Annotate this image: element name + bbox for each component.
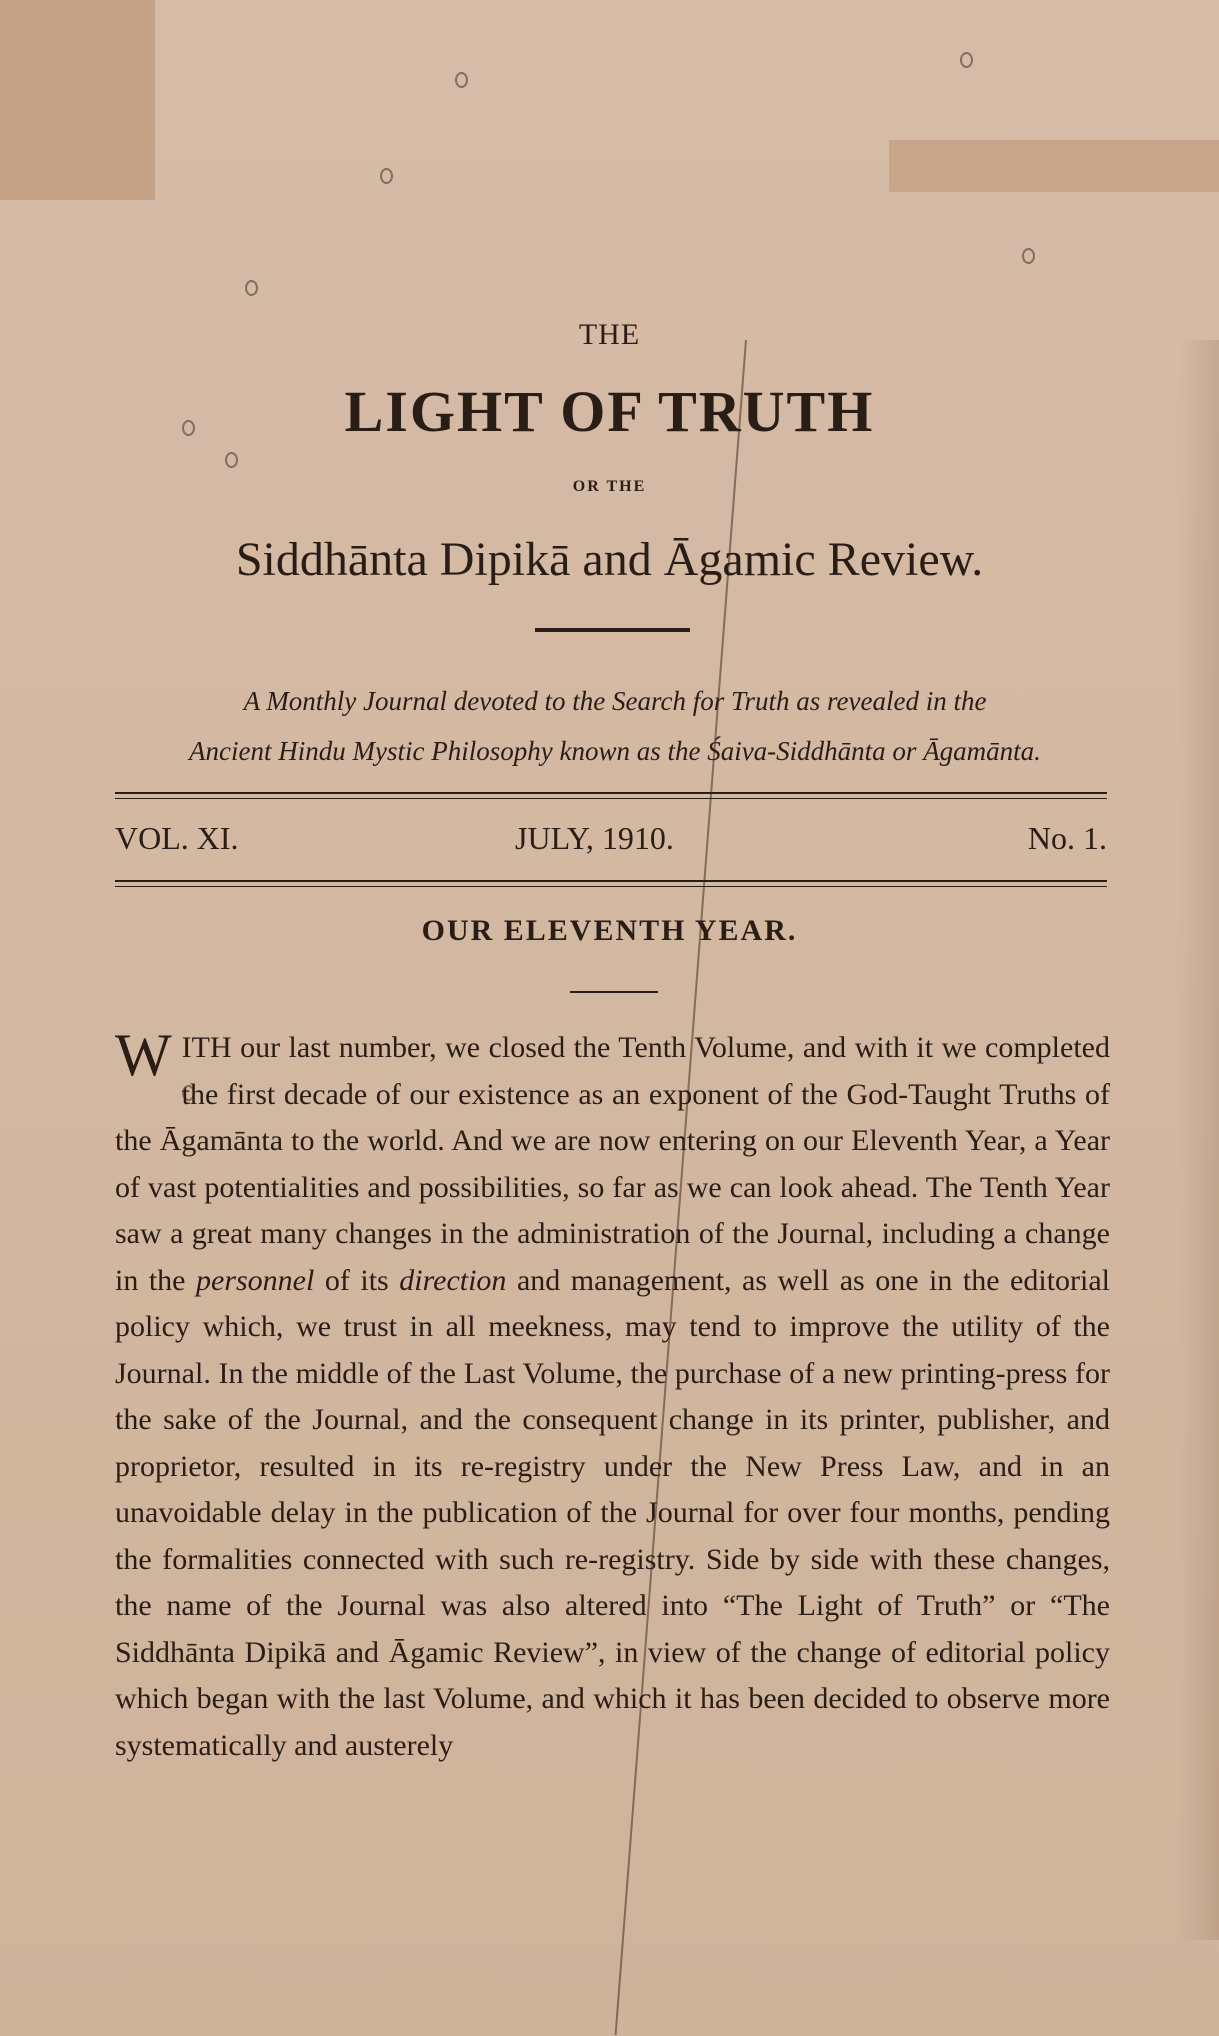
issue-number: No. 1. — [1027, 820, 1107, 856]
paper-stain — [889, 140, 1219, 192]
masthead-the: THE — [578, 318, 641, 351]
paper-stain — [0, 0, 155, 200]
wormhole — [1022, 248, 1035, 264]
double-rule — [115, 792, 1107, 799]
masthead-title: LIGHT OF TRUTH — [344, 379, 875, 444]
double-rule — [115, 880, 1107, 887]
wormhole — [245, 280, 258, 296]
paragraph-text: ITH our last number, we closed the Tenth Volume, and with it we completed the first decade of our existence as an exponent of the God-Taught Truths of the Āgamānta to the world. And we are now entering on our Eleventh Year, a Year of vast potentialities and possibilities, so far as we can look ahead. The Tenth Year saw a great many changes in the administration of the Journal, including a change in the — [115, 1031, 1110, 1297]
article-body — [115, 1022, 1111, 1769]
paragraph-text: of its — [324, 1263, 389, 1297]
italic-term: personnel — [196, 1263, 315, 1297]
tagline-line: Ancient Hindu Mystic Philosophy known as the Śaiva-Siddhānta or Āgamānta. — [189, 736, 1041, 766]
wormhole — [455, 72, 468, 88]
masthead-subtitle: Siddhānta Dipikā and Āgamic Review. — [235, 533, 984, 586]
journal-tagline — [115, 676, 1115, 776]
wormhole — [225, 452, 238, 468]
paragraph-text: and management, as well as one in the editorial policy which, we trust in all meekness, may tend to improve the utility of the Journal. In the middle of the Last Volume, the purchase of a new printing-press for the sake of the Journal, and the consequent change in its printer, publisher, and proprietor, resulted in its re-registry under the New Press Law, and in an unavoidable delay in the publication of the Journal for over four months, pending the formalities connected with such re-registry. Side by side with these changes, the name of the Journal was also altered into “The Light of Truth” or “The Siddhānta Dipikā and Āgamic Review”, in view of the change of editorial policy which began with the last Volume, and which it has been decided to observe more systematically and austerely — [115, 1263, 1111, 1762]
volume-number: VOL. XI. — [115, 820, 239, 856]
tagline-line: A Monthly Journal devoted to the Search for Truth as revealed in the — [243, 686, 987, 716]
article-title: OUR ELEVENTH YEAR. — [421, 914, 798, 947]
masthead-or-the: OR THE — [572, 478, 647, 495]
issue-date: JULY, 1910. — [515, 820, 674, 856]
divider — [535, 628, 690, 632]
italic-term: direction — [399, 1263, 507, 1297]
drop-cap: W — [115, 1022, 172, 1088]
wormhole — [380, 168, 393, 184]
wormhole — [960, 52, 973, 68]
divider — [570, 991, 658, 993]
